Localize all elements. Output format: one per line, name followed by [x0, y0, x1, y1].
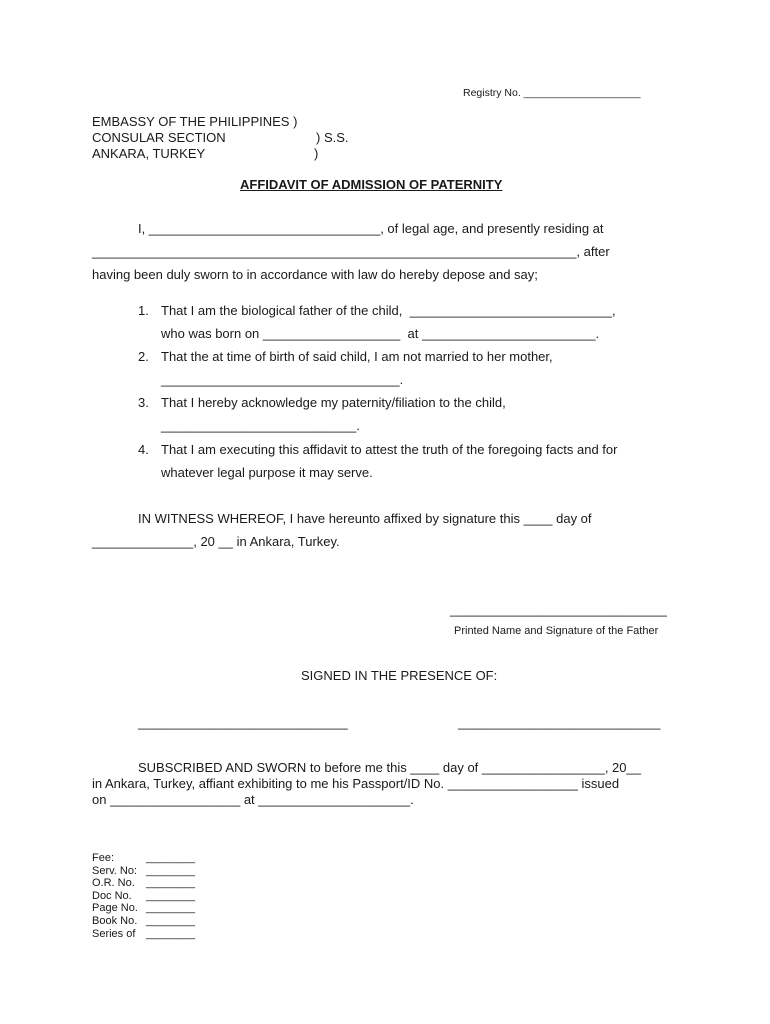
- fee-label: Fee:: [92, 852, 115, 864]
- book-no-value: ________: [146, 915, 195, 927]
- page-no-label: Page No.: [92, 902, 138, 914]
- witness-signature-left: _____________________________: [138, 715, 348, 730]
- item-4-line-2: whatever legal purpose it may serve.: [161, 465, 373, 480]
- item-1-line-1: That I am the biological father of the child, ____________________________,: [161, 303, 616, 318]
- father-signature-line: ______________________________: [450, 602, 667, 617]
- intro-line-3: having been duly sworn to in accordance with law do hereby depose and say;: [92, 267, 538, 282]
- witness-line-1: IN WITNESS WHEREOF, I have hereunto affixed by signature this ____ day of: [138, 511, 592, 526]
- intro-line-2: ___________________________________________________________________, after: [92, 244, 610, 259]
- series-label: Series of: [92, 928, 136, 940]
- sworn-line-1: SUBSCRIBED AND SWORN to before me this ____ day of _________________, 20__: [138, 760, 641, 775]
- doc-no-label: Doc No.: [92, 890, 132, 902]
- witness-signature-right: ____________________________: [458, 715, 661, 730]
- book-no-label: Book No.: [92, 915, 138, 927]
- item-4-number: 4.: [138, 442, 149, 457]
- item-1-line-2: who was born on ___________________ at ________________________.: [161, 326, 600, 341]
- item-2-line-1: That the at time of birth of said child, I am not married to her mother,: [161, 349, 553, 364]
- item-3-number: 3.: [138, 395, 149, 410]
- father-signature-caption: Printed Name and Signature of the Father: [454, 625, 659, 637]
- or-no-value: ________: [146, 877, 195, 889]
- header-location: ANKARA, TURKEY: [92, 146, 206, 161]
- page-no-value: ________: [146, 902, 195, 914]
- series-value: ________: [146, 928, 195, 940]
- document-title: AFFIDAVIT OF ADMISSION OF PATERNITY: [240, 177, 503, 192]
- item-2-line-2: _________________________________.: [161, 372, 404, 387]
- serv-no-label: Serv. No:: [92, 865, 138, 877]
- header-ss: ) S.S.: [316, 130, 349, 145]
- item-1-number: 1.: [138, 303, 149, 318]
- item-3-line-1: That I hereby acknowledge my paternity/filiation to the child,: [161, 395, 506, 410]
- header-paren: ): [314, 146, 319, 161]
- or-no-label: O.R. No.: [92, 877, 135, 889]
- fee-value: ________: [146, 852, 195, 864]
- doc-no-value: ________: [146, 890, 195, 902]
- registry-number: Registry No. ____________________: [463, 87, 641, 99]
- header-consular: CONSULAR SECTION: [92, 130, 226, 145]
- item-3-line-2: ___________________________.: [161, 418, 360, 433]
- witness-line-2: ______________, 20 __ in Ankara, Turkey.: [92, 534, 340, 549]
- serv-no-value: ________: [146, 865, 195, 877]
- sworn-line-2: in Ankara, Turkey, affiant exhibiting to me his Passport/ID No. __________________ issued: [92, 776, 620, 791]
- item-4-line-1: That I am executing this affidavit to attest the truth of the foregoing facts and for: [161, 442, 618, 457]
- sworn-line-3: on __________________ at _____________________.: [92, 792, 414, 807]
- presence-title: SIGNED IN THE PRESENCE OF:: [301, 668, 498, 683]
- item-2-number: 2.: [138, 349, 149, 364]
- header-embassy: EMBASSY OF THE PHILIPPINES ): [92, 114, 298, 129]
- intro-line-1: I, ________________________________, of legal age, and presently residing at: [138, 221, 604, 236]
